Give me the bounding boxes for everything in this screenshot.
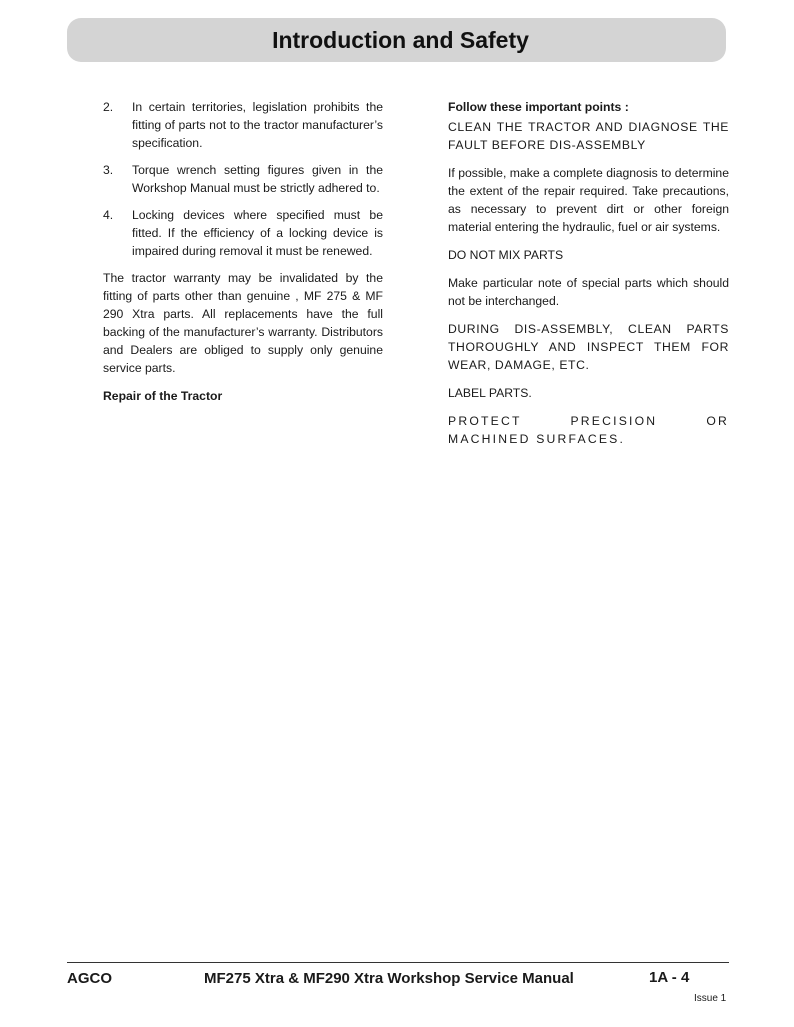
list-item-text: In certain territories, legislation prohibits the fitting of parts not to the tractor manufacturer’s specification.	[132, 100, 383, 150]
list-item-text: Locking devices where specified must be fitted. If the efficiency of a locking device is impaired during removal it must be renewed.	[132, 208, 383, 258]
diagnosis-paragraph: If possible, make a complete diagnosis to determine the extent of the repair required. Take precautions, as necessary to prevent dirt or other foreign material entering the hydraulic, fuel or air systems.	[448, 166, 729, 234]
important-points-heading: Follow these important points :	[448, 100, 629, 114]
list-item	[103, 161, 383, 197]
page-header-bar	[67, 18, 726, 62]
special-parts-paragraph: Make particular note of special parts which should not be interchanged.	[448, 276, 729, 308]
do-not-mix-point: DO NOT MIX PARTS	[448, 248, 564, 262]
footer-divider	[67, 962, 729, 963]
left-column	[103, 98, 383, 415]
inspect-parts-point: DURING DIS-ASSEMBLY, CLEAN PARTS THOROUGHLY AND INSPECT THEM FOR WEAR, DAMAGE, ETC.	[448, 322, 729, 372]
footer-manual-title: MF275 Xtra & MF290 Xtra Workshop Service Manual	[204, 970, 574, 987]
page-title: Introduction and Safety	[272, 26, 529, 53]
footer-page-number: 1A - 4	[649, 969, 690, 986]
list-item	[103, 98, 383, 152]
protect-surfaces-point: PROTECT PRECISION OR MACHINED SURFACES.	[448, 414, 729, 446]
label-parts-point: LABEL PARTS.	[448, 386, 532, 400]
repair-heading: Repair of the Tractor	[103, 389, 223, 403]
footer-issue: Issue 1	[694, 993, 727, 1004]
list-item	[103, 206, 383, 260]
list-item-number: 2.	[103, 100, 114, 114]
right-column	[448, 98, 729, 458]
list-item-number: 3.	[103, 163, 114, 177]
list-item-text: Torque wrench setting figures given in the Workshop Manual must be strictly adhered to.	[132, 163, 383, 195]
warranty-paragraph: The tractor warranty may be invalidated by the fitting of parts other than genuine , MF 275 & MF 290 Xtra parts. All replacements have the full backing of the manufacturer’s warranty. Distributors and Dealers are obliged to supply only genuine service parts.	[103, 271, 383, 375]
list-item-number: 4.	[103, 208, 114, 222]
clean-and-diagnose-point: CLEAN THE TRACTOR AND DIAGNOSE THE FAULT BEFORE DIS-ASSEMBLY	[448, 120, 729, 152]
footer-brand: AGCO	[67, 970, 112, 987]
